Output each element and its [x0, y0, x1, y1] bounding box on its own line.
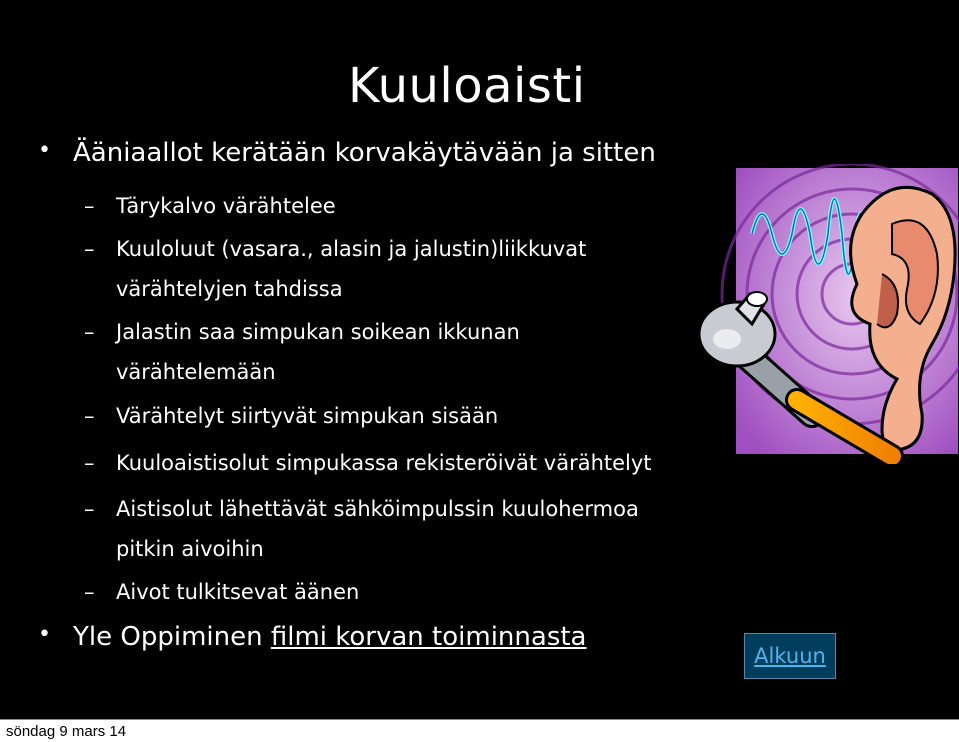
subitem-text: Värähtelyt siirtyvät simpukan sisään — [116, 404, 499, 428]
dash: – — [84, 320, 95, 344]
subitem-text: Jalastin saa simpukan soikean ikkunan — [116, 320, 520, 344]
bullet-text: Yle Oppiminen — [73, 622, 271, 652]
alkuun-button-label: Alkuun — [754, 644, 826, 668]
subitem-text: Kuuloaistisolut simpukassa rekisteröivät värähtelyt — [116, 451, 652, 475]
dash: – — [84, 404, 95, 428]
ear-with-otoscope-icon — [692, 164, 959, 464]
subitem-text-line2: värähtelyjen tahdissa — [116, 277, 343, 301]
footer-bar — [0, 719, 959, 742]
ear-illustration — [692, 164, 959, 468]
subitem-brain — [84, 572, 360, 612]
subitem-text: Tärykalvo värähtelee — [116, 194, 336, 218]
subitem-text: Aistisolut lähettävät sähköimpulssin kuulohermoa — [116, 497, 639, 521]
subitem-text: Kuuloluut (vasara., alasin ja jalustin)liikkuvat — [116, 237, 587, 261]
subitem-text-line2: pitkin aivoihin — [116, 537, 264, 561]
film-link[interactable]: filmi korvan toiminnasta — [270, 622, 587, 652]
footer-date: söndag 9 mars 14 — [6, 723, 127, 740]
subitem-text: Aivot tulkitsevat äänen — [116, 580, 360, 604]
dash: – — [84, 580, 95, 604]
slide-title: Kuuloaisti — [348, 58, 586, 114]
alkuun-button[interactable] — [744, 633, 836, 679]
bullet-text: Ääniaallot kerätään korvakäytävään ja sitten — [73, 138, 656, 168]
bullet-dot: • — [38, 622, 51, 647]
bullet-sound-waves — [38, 138, 656, 168]
dash: – — [84, 237, 95, 261]
subitem-hair-cells — [84, 443, 652, 483]
subitem-cochlea-vibration — [84, 396, 499, 436]
dash: – — [84, 451, 95, 475]
dash: – — [84, 194, 95, 218]
subitem-stapes — [84, 312, 520, 392]
subitem-ossicles — [84, 229, 587, 309]
subitem-text-line2: värähtelemään — [116, 360, 276, 384]
subitem-eardrum — [84, 186, 336, 226]
bullet-dot: • — [38, 138, 51, 163]
subitem-auditory-nerve — [84, 489, 639, 569]
bullet-yle — [38, 622, 587, 652]
dash: – — [84, 497, 95, 521]
